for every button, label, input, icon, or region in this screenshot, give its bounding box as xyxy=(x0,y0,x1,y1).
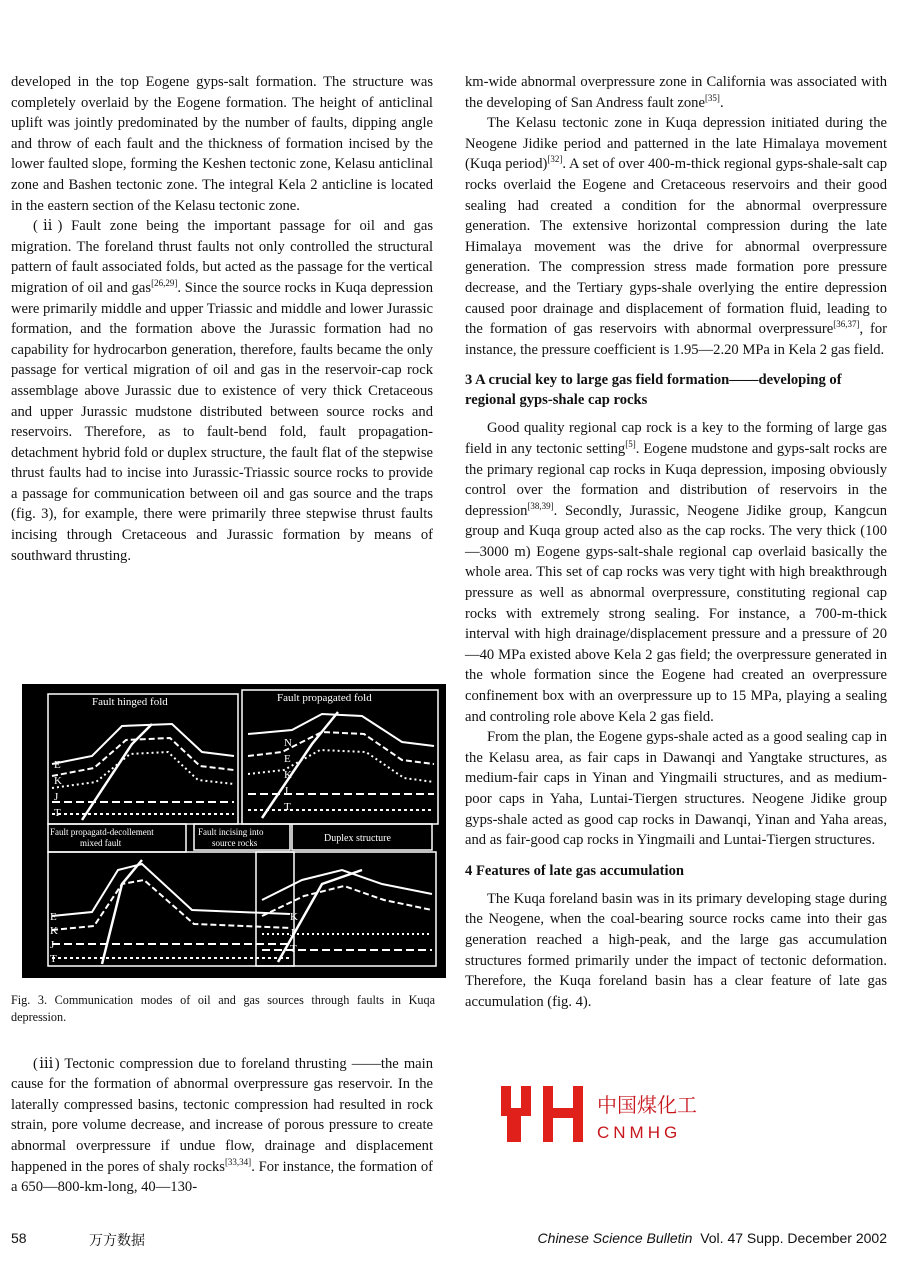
label-fault-hinged-fold: Fault hinged fold xyxy=(92,696,168,708)
journal-footer xyxy=(538,1230,887,1246)
paragraph xyxy=(11,1054,433,1198)
text-run: . A set of over 400-m-thick regional gyps-shale-salt cap rocks overlaid the Eogene and Cretaceous reservoirs and their good sealing had created a condition for the abnormal overpressure generation. The extensive horizontal compression during the late Himalaya movement was the drive for abnormal overpressure generation. The compression stress made formation pore pressure decrease, and the Tertiary gyps-shale overlying the entire depression caused poor drainage and displacement of formation fluid, leading to the formation of gas reservoirs with abnormal overpressure xyxy=(465,156,888,338)
text-run: . Since the source rocks in Kuqa depression were primarily middle and upper Triassic and middle and lower Jurassic formation, and the formation above the Jurassic formation had no capability for hydrocarbon generation, therefore, faults became the only passage for vertical migration of oil and gas in the reservoir-cap rock assemblage above Jurassic due to existence of very thick Cretaceous and upper Jurassic mudstone distributed between source rocks and reservoirs. Therefore, as to fault-bend fold, fault propagation-detachment hybrid fold or duplex structure, the fault flat of the stepwise thrust faults had to incise into Jurassic-Triassic source rocks to provide a passage for communication between oil and gas source and the traps (fig. 3), for example, there were primarily three stepwise thrust faults incising through Cretaceous and Jurassic formation by means of southward thrusting. xyxy=(11,279,433,564)
figure-3 xyxy=(22,684,446,978)
citation: [38,39] xyxy=(527,500,554,511)
paragraph: From the plan, the Eogene gyps-shale acted as a good sealing cap in the Kelasu area, as fair caps in Dawanqi and Yangtake structures, as medium-fair caps in Yinan and Yingmaili structures, and as medium-poor caps in Yaha, Luntai-Tiergen structures. Neogene Jidike group gyps-shale acted as good cap rocks in Dawanqi, Yinan and Yaha areas, and as fair-good cap rocks in Yingmaili and Luntai-Tiergen structures. xyxy=(465,729,887,849)
text-run: . For instance, the formation of a 650—800-km-long, 40—130- xyxy=(11,1158,433,1196)
citation: [33,34] xyxy=(224,1156,252,1167)
stratum-label: E xyxy=(50,911,57,923)
paragraph xyxy=(465,72,887,113)
stratum-label: E xyxy=(54,759,61,771)
stratum-label: J xyxy=(284,785,289,797)
stratum-label: N xyxy=(284,737,292,749)
fault-diagram xyxy=(22,684,446,978)
citation: [35] xyxy=(704,92,720,103)
citation: [36,37] xyxy=(833,319,860,330)
paragraph xyxy=(465,113,887,360)
stratum-label: T xyxy=(50,953,57,965)
paragraph xyxy=(11,216,433,566)
stratum-label: J xyxy=(290,927,295,939)
text-run: . Eogene mudstone and gyps-salt rocks are the primary regional cap rocks in Kuqa depression, imposing obviously control over the formation and distribution of reservoirs in the depression xyxy=(465,440,887,519)
section-heading: 4 Features of late gas accumulation xyxy=(465,862,685,879)
source-watermark: 万方数据 xyxy=(89,1232,145,1248)
right-column xyxy=(465,72,887,1012)
logo-en-text: CNMHG xyxy=(597,1123,682,1142)
text-run: (ⅲ) Tectonic compression due to foreland thrusting ——the main cause for the formation of abnormal overpressure gas reservoir. In the laterally compressed basins, tectonic compression had resulted in rock strain, pore volume decrease, and increase of porous pressure to create abnormal overpressure if undue flow, drainage and displacement happened in the pores of shaly rocks xyxy=(11,1055,433,1175)
page-number: 58 xyxy=(11,1230,27,1246)
left-column xyxy=(11,72,433,566)
label-incising-b: source rocks xyxy=(212,838,258,848)
text-run: (ⅱ) Fault zone being the important passage for oil and gas migration. The foreland thrust faults not only controlled the structural pattern of fault associated folds, but acted as the passage for the vertical migration of oil and gas xyxy=(11,218,433,296)
citation: [26,29] xyxy=(151,278,178,289)
text-run: km-wide abnormal overpressure zone in California was associated with the developing of San Andress fault zone xyxy=(465,74,887,111)
label-decollement-mixed-b: mixed fault xyxy=(80,838,122,848)
text-run: Good quality regional cap rock is a key to the forming of large gas field in any tectonic setting xyxy=(465,420,887,457)
text-run: . xyxy=(719,94,724,111)
stratum-label: K xyxy=(54,775,62,787)
stratum-label: J xyxy=(54,791,59,803)
text-run: . Secondly, Jurassic, Neogene Jidike group, Kangcun group and Kuqa group acted also as the cap rocks. The very thick (100—3000 m) Eogene gyps-salt-shale regional cap overlaid basically the whole area. This set of cap rocks was very tight with high breakthrough pressure as well as abnormal overpressure, constituting regional cap rocks with extremely strong sealing. For instance, a 700-m-thick interval with high drainage/displacement pressure and a pressure of 20—40 MPa existed above Kela 2 gas field; the overpressure generated in the whole formation since the Eogene had created an overpressure confinement box with an overpressure up to 15 MPa, playing a sealing and controling role above Kela 2 gas field. xyxy=(465,502,887,725)
stratum-label: J xyxy=(50,939,55,951)
citation: [32] xyxy=(547,154,563,165)
figure-caption: Fig. 3. Communication modes of oil and gas sources through faults in Kuqa depression. xyxy=(11,993,435,1024)
cnmhg-logo-icon xyxy=(497,1084,705,1146)
citation: [5] xyxy=(625,439,636,450)
label-duplex: Duplex structure xyxy=(324,833,391,844)
paragraph: The Kuqa foreland basin was in its primary developing stage during the Neogene, when the coal-bearing source rocks came into their gas generation reached a high-peak, and the large gas accumulation structures formed primarily under the impact of tectonic deformation. Therefore, the Kuqa foreland basin has a clear feature of late gas accumulation (fig. 4). xyxy=(465,890,887,1010)
journal-issue: Vol. 47 Supp. December 2002 xyxy=(700,1230,887,1246)
stratum-label: E xyxy=(284,753,291,765)
logo-cn-text: 中国煤化工 xyxy=(597,1093,697,1117)
section-heading: 3 A crucial key to large gas field formation——developing of regional gyps-shale cap rocks xyxy=(465,372,842,409)
stratum-label: K xyxy=(50,925,58,937)
label-decollement-mixed-a: Fault propagatd-decollement xyxy=(50,827,154,837)
text-run: , for instance, the pressure coefficient is 1.95—2.20 MPa in Kela 2 gas field. xyxy=(465,321,887,358)
journal-name: Chinese Science Bulletin xyxy=(537,1230,693,1246)
paragraph xyxy=(465,418,887,727)
label-incising-a: Fault incising into xyxy=(198,827,264,837)
stratum-label: K xyxy=(284,769,292,781)
watermark-logo xyxy=(497,1084,705,1146)
paragraph: developed in the top Eogene gyps-salt formation. The structure was completely overlaid by the Eogene formation. The height of anticlinal uplift was jointly predominated by the number of faults, dipping angle and throw of each fault and the thickness of formation incised by the lower faulted slope, forming the Keshen tectonic zone, Kelasu anticlinal zone and Bashen tectonic zone. The integral Kela 2 anticline is located in the eastern section of the Kelasu tectonic zone. xyxy=(11,74,433,214)
stratum-label: K xyxy=(290,911,298,923)
stratum-label: T xyxy=(54,807,61,819)
text-run: The Kelasu tectonic zone in Kuqa depression initiated during the Neogene Jidike period and patterned in the late Himalaya movement (Kuqa period) xyxy=(465,115,887,173)
stratum-label: T xyxy=(290,943,297,955)
label-fault-propagated-fold: Fault propagated fold xyxy=(277,692,372,704)
left-column-continued xyxy=(11,1039,433,1212)
stratum-label: T xyxy=(284,801,291,813)
